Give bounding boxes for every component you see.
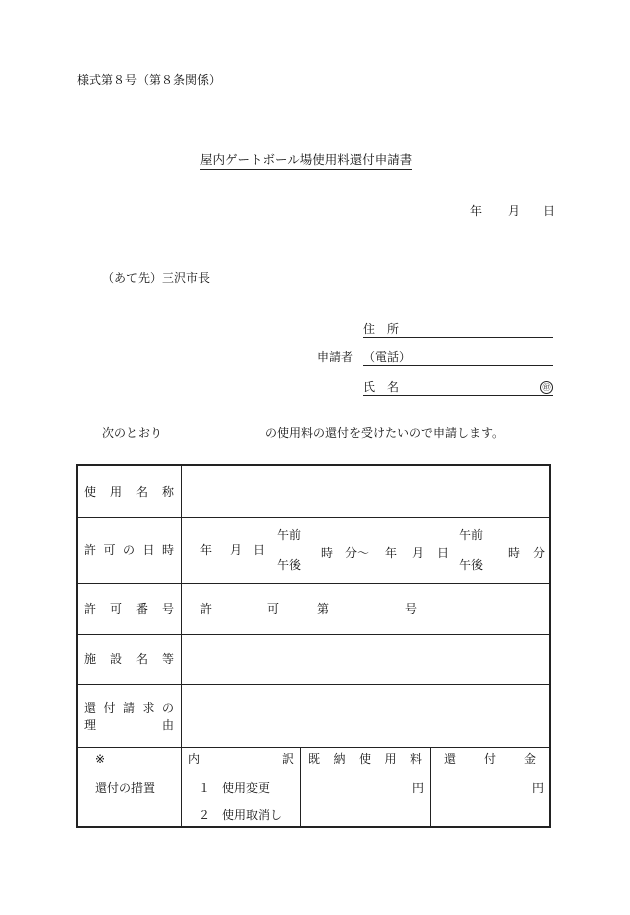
paid-fee-header: 既 納 使 用 料 [308,752,422,766]
document-title: 屋内ゲートボール場使用料還付申請書 [200,154,412,170]
row-divider [76,583,551,584]
label-usage-name: 使 用 名 称 [84,485,174,499]
breakdown-item-cancel[interactable]: ２ 使用取消し [198,808,283,822]
dt-pm[interactable]: 午後 [277,558,302,572]
dt-hour: 時 [321,546,334,560]
dt-min2: 分 [533,546,546,560]
date-day: 日 [543,204,556,218]
refund-column-divider [430,747,431,828]
breakdown-item-change[interactable]: １ 使用変更 [198,781,271,795]
dt-hour2: 時 [508,546,521,560]
label-refund-reason-line2: 理 由 [84,718,174,732]
name-line[interactable] [363,381,553,396]
dt-day2: 日 [437,546,450,560]
address-label: 住 所 [363,322,400,336]
form-number: 様式第８号（第８条関係） [77,73,222,87]
row-divider [76,747,551,748]
dt-month: 月 [230,543,243,557]
statement-suffix: の使用料の還付を受けたいので申請します。 [265,426,505,440]
permit-ka: 可 [267,602,280,616]
label-facility-name: 施 設 名 等 [84,652,174,666]
phone-line[interactable] [363,351,553,366]
dt-min-to: 分～ [345,546,370,560]
breakdown-wake: 訳 [282,752,295,766]
facility-name-field[interactable] [183,636,549,683]
usage-name-field[interactable] [183,467,549,516]
dt-am2[interactable]: 午前 [459,528,484,542]
label-permit-datetime: 許 可 の 日 時 [84,543,174,557]
breakdown-uchi: 内 [188,752,201,766]
label-column-divider [181,464,182,828]
applicant-label: 申請者 [317,350,354,364]
paid-column-divider [300,747,301,828]
label-permit-number: 許 可 番 号 [84,602,174,616]
statement-prefix: 次のとおり [102,426,163,440]
refund-amount-header: 還 付 金 [444,752,536,766]
row-divider [76,634,551,635]
addressee: （あて先）三沢市長 [102,271,211,285]
label-refund-reason-line1: 還 付 請 求 の [84,701,174,715]
name-label: 氏 名 [363,380,400,394]
seal-mark: ㊞ [540,381,553,394]
dt-am[interactable]: 午前 [277,528,302,542]
date-year: 年 [470,204,483,218]
date-month: 月 [508,204,521,218]
address-line[interactable] [363,323,553,338]
paid-fee-unit: 円 [412,781,425,795]
dt-pm2[interactable]: 午後 [459,558,484,572]
dt-day: 日 [253,543,266,557]
dt-year: 年 [200,543,213,557]
permit-dai: 第 [317,602,330,616]
permit-go: 号 [405,602,418,616]
row-divider [76,517,551,518]
refund-measure-label: 還付の措置 [95,781,156,795]
refund-amount-unit: 円 [532,781,545,795]
refund-reason-field[interactable] [183,686,549,746]
office-use-mark: ※ [95,752,106,766]
row-divider [76,684,551,685]
dt-year2: 年 [385,546,398,560]
permit-kyo: 許 [200,602,213,616]
dt-month2: 月 [412,546,425,560]
phone-label: （電話） [363,350,412,364]
